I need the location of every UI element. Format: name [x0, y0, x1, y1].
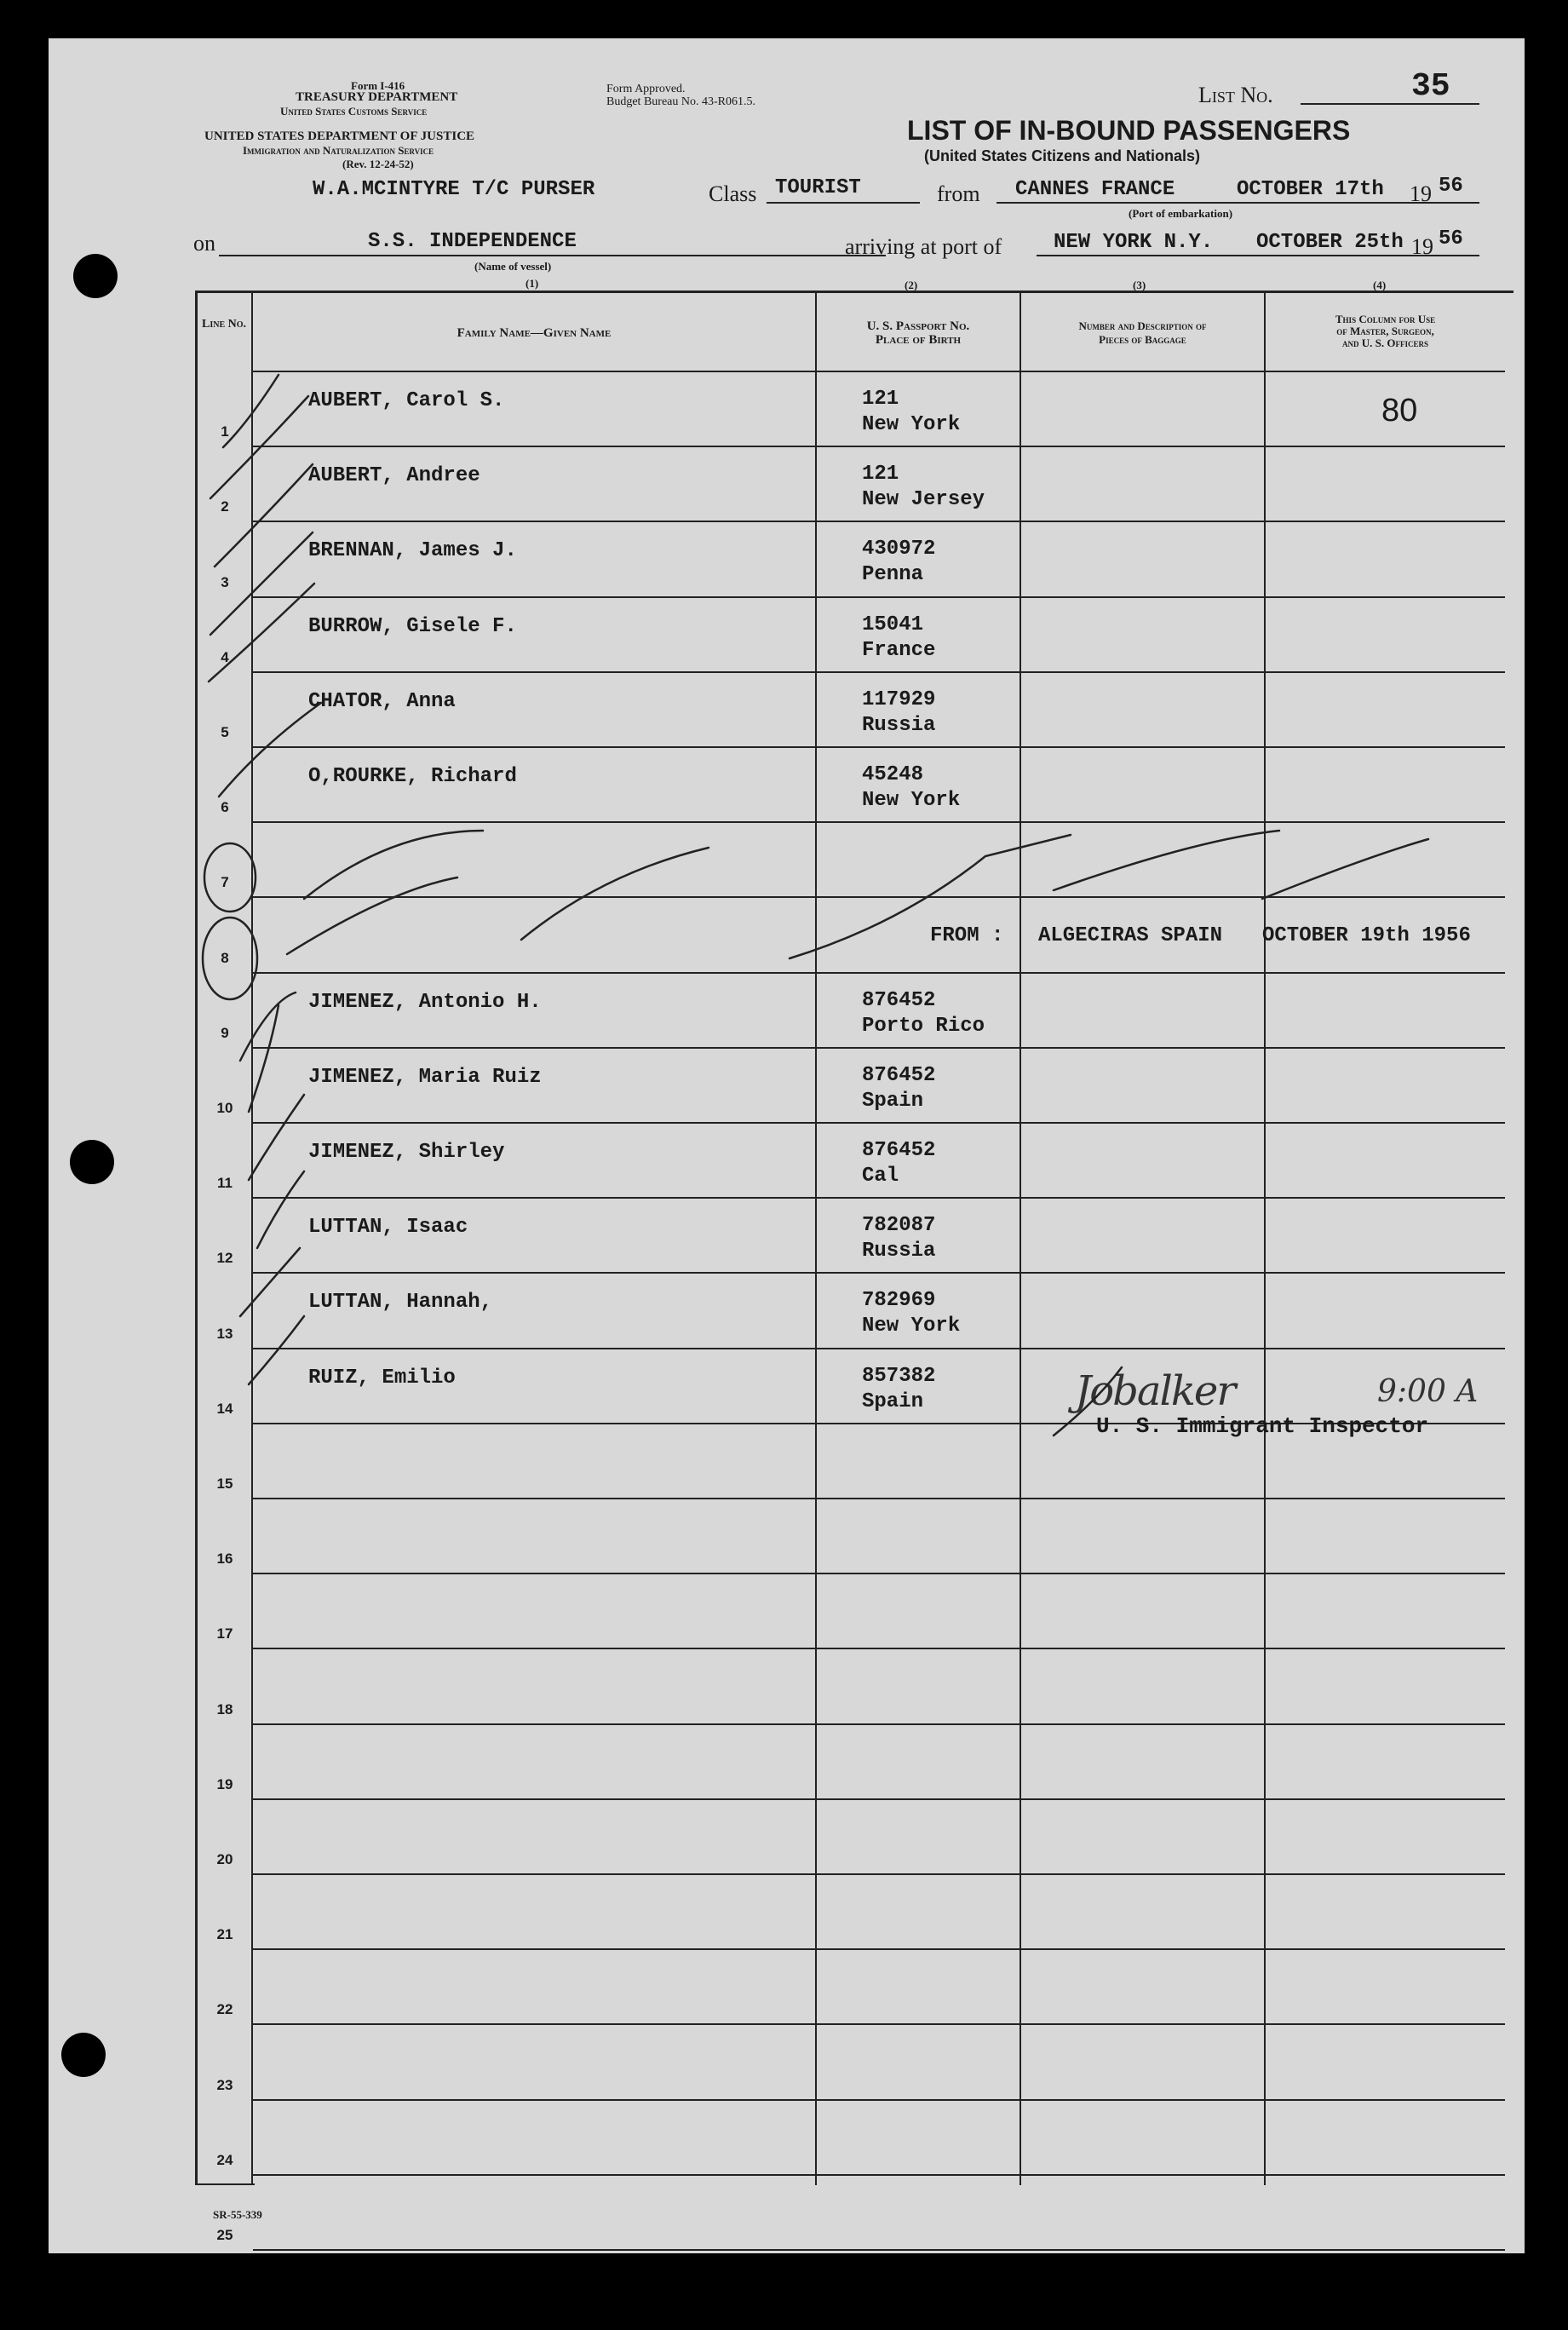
list-title: LIST OF IN-BOUND PASSENGERS — [907, 115, 1351, 146]
row-rule — [253, 972, 1505, 974]
col-baggage-divider — [1264, 291, 1266, 2185]
passenger-name: LUTTAN, Isaac — [308, 1216, 468, 1240]
passport-number: 15041 — [862, 613, 924, 636]
row-rule — [253, 896, 1505, 898]
row-rule — [253, 821, 1505, 823]
vessel-underline — [219, 255, 886, 256]
line-number: 7 — [221, 874, 229, 891]
line-number: 3 — [221, 573, 229, 590]
place-of-birth: Cal — [862, 1165, 899, 1188]
line-number: 18 — [216, 1700, 233, 1717]
line-number: 22 — [216, 2001, 233, 2018]
officer-note: 80 — [1381, 393, 1418, 429]
form-revision: (Rev. 12-24-52) — [342, 158, 414, 170]
row-rule — [253, 1047, 1505, 1049]
footer-code: SR-55-339 — [213, 2208, 262, 2221]
row-rule — [253, 521, 1505, 522]
place-of-birth: France — [862, 638, 936, 662]
naturalization-service: Immigration and Naturalization Service — [243, 144, 434, 157]
arriving-label: arriving at port of — [845, 234, 1002, 259]
line-number: 17 — [216, 1625, 233, 1643]
line-number: 13 — [216, 1325, 233, 1342]
class-label: Class — [709, 181, 757, 206]
place-of-birth: New York — [862, 413, 961, 436]
row-rule — [253, 2099, 1505, 2101]
purser-name: W.A.MCINTYRE T/C PURSER — [313, 178, 595, 201]
line-number: 14 — [216, 1400, 233, 1417]
row-rule — [253, 746, 1505, 748]
list-subtitle: (United States Citizens and Nationals) — [924, 147, 1201, 164]
form-approved: Form Approved. — [606, 83, 686, 95]
passenger-name: JIMENEZ, Antonio H. — [308, 990, 542, 1014]
row-rule — [253, 671, 1505, 673]
row-rule — [253, 1873, 1505, 1875]
passenger-name: AUBERT, Andree — [308, 464, 480, 488]
line-number: 4 — [221, 648, 229, 665]
row-rule — [253, 596, 1505, 598]
embark-date: OCTOBER 17th — [1237, 178, 1384, 201]
line-number: 25 — [216, 2227, 233, 2243]
header-line-no: Line No. — [202, 318, 247, 331]
from2-port: ALGECIRAS SPAIN — [1038, 924, 1223, 947]
passenger-name: BURROW, Gisele F. — [308, 614, 517, 638]
row-rule — [253, 2249, 1505, 2251]
col-num-3: (3) — [1133, 279, 1146, 291]
passenger-name: O,ROURKE, Richard — [308, 765, 517, 788]
header-passport-l2: Place of Birth — [875, 333, 962, 347]
header-officers-l1: This Column for Use — [1335, 313, 1436, 325]
line-number: 5 — [221, 724, 229, 740]
place-of-birth: Russia — [862, 713, 936, 737]
line-number: 9 — [221, 1024, 229, 1041]
passenger-name: RUIZ, Emilio — [308, 1366, 456, 1389]
line-number: 10 — [216, 1100, 233, 1116]
from-label: from — [937, 181, 980, 206]
line-number: 6 — [221, 799, 229, 816]
header-baggage-l2: Pieces of Baggage — [1099, 333, 1186, 346]
row-rule — [253, 446, 1505, 447]
table-left-border — [195, 291, 198, 2185]
place-of-birth: Spain — [862, 1089, 924, 1113]
header-officers-l3: and U. S. Officers — [1342, 337, 1428, 349]
line-number: 1 — [221, 423, 229, 440]
arrival-year-prefix: 19 — [1411, 234, 1433, 259]
on-label: on — [193, 231, 215, 256]
col-passport-divider — [1019, 291, 1021, 2185]
row-rule — [253, 1723, 1505, 1725]
passport-number: 876452 — [862, 988, 936, 1012]
header-passport-l1: U. S. Passport No. — [866, 319, 970, 333]
place-of-birth: New York — [862, 789, 961, 812]
vessel-name: S.S. INDEPENDENCE — [368, 230, 577, 253]
row-rule — [253, 1948, 1505, 1950]
passenger-name: AUBERT, Carol S. — [308, 389, 505, 412]
inspector-time: 9:00 A — [1377, 1374, 1479, 1409]
list-no-underline — [1301, 103, 1479, 105]
from2-date: OCTOBER 19th 1956 — [1262, 924, 1471, 947]
row-rule — [253, 1197, 1505, 1199]
passport-number: 121 — [862, 388, 899, 411]
line-number: 2 — [221, 498, 229, 515]
arrival-underline — [1037, 255, 1479, 256]
embark-year: 56 — [1439, 175, 1463, 198]
passport-number: 45248 — [862, 763, 924, 786]
passenger-name: JIMENEZ, Maria Ruiz — [308, 1065, 542, 1089]
col-num-4: (4) — [1373, 279, 1387, 291]
place-of-birth: Russia — [862, 1240, 936, 1263]
department-of-justice: UNITED STATES DEPARTMENT OF JUSTICE — [204, 129, 475, 143]
class-underline — [767, 202, 920, 204]
col-line-divider — [251, 291, 253, 2185]
arrival-date: OCTOBER 25th — [1256, 231, 1404, 254]
place-of-birth: Penna — [862, 563, 924, 587]
line-number: 21 — [216, 1926, 233, 1943]
form-number: Form I-416 — [351, 79, 405, 92]
passport-number: 857382 — [862, 1364, 936, 1388]
row-rule — [253, 1798, 1505, 1800]
from2-label: FROM : — [930, 924, 1004, 947]
binder-hole-bottom — [61, 2033, 106, 2077]
budget-bureau: Budget Bureau No. 43-R061.5. — [606, 95, 755, 108]
list-no-value: 35 — [1411, 68, 1450, 105]
class-value: TOURIST — [775, 176, 861, 199]
row-rule — [253, 1648, 1505, 1649]
row-rule — [253, 1573, 1505, 1574]
place-of-birth: Porto Rico — [862, 1014, 985, 1038]
line-number: 8 — [221, 949, 229, 966]
arrival-port: NEW YORK N.Y. — [1054, 231, 1214, 254]
embark-port: CANNES FRANCE — [1015, 178, 1175, 201]
col-num-2: (2) — [905, 279, 918, 291]
passport-number: 117929 — [862, 687, 936, 711]
embark-underline — [997, 202, 1479, 204]
col-name-divider — [815, 291, 817, 2185]
binder-hole-top — [73, 254, 118, 298]
passenger-name: LUTTAN, Hannah, — [308, 1291, 493, 1315]
header-name: Family Name—Given Name — [457, 326, 612, 340]
manifest-sheet — [49, 38, 1525, 2253]
row-rule — [253, 1122, 1505, 1124]
passenger-name: CHATOR, Anna — [308, 689, 456, 713]
place-of-birth: New Jersey — [862, 488, 985, 512]
header-officers-l2: of Master, Surgeon, — [1336, 325, 1434, 337]
binder-hole-middle — [70, 1140, 114, 1184]
header-bottom-rule — [253, 371, 1505, 372]
port-embarkation-caption: (Port of embarkation) — [1129, 207, 1233, 220]
line-number: 19 — [216, 1775, 233, 1792]
passport-number: 782969 — [862, 1289, 936, 1313]
col-num-1: (1) — [526, 277, 539, 290]
row-rule — [253, 1348, 1505, 1349]
row-rule — [253, 1498, 1505, 1499]
row-rule — [253, 2174, 1505, 2176]
passport-number: 121 — [862, 463, 899, 486]
passport-number: 876452 — [862, 1063, 936, 1087]
table-bottom-border — [195, 2183, 255, 2185]
passport-number: 430972 — [862, 538, 936, 561]
customs-service: United States Customs Service — [280, 105, 428, 118]
row-rule — [253, 2023, 1505, 2025]
row-rule — [253, 1272, 1505, 1274]
passport-number: 782087 — [862, 1214, 936, 1238]
place-of-birth: New York — [862, 1315, 961, 1338]
line-number: 16 — [216, 1550, 233, 1568]
header-baggage-l1: Number and Description of — [1078, 319, 1207, 332]
passport-number: 876452 — [862, 1139, 936, 1162]
line-number: 20 — [216, 1851, 233, 1867]
vessel-caption: (Name of vessel) — [474, 260, 552, 273]
list-no-label: List No. — [1198, 83, 1273, 107]
inspector-signature: Jobalker — [1075, 1367, 1235, 1415]
line-number: 11 — [217, 1175, 233, 1192]
table-top-border — [195, 291, 1513, 293]
passenger-name: BRENNAN, James J. — [308, 539, 517, 563]
line-number: 15 — [216, 1476, 233, 1492]
line-number: 23 — [216, 2076, 233, 2093]
line-number: 12 — [216, 1250, 233, 1267]
inspector-title: U. S. Immigrant Inspector — [1096, 1413, 1429, 1439]
place-of-birth: Spain — [862, 1389, 924, 1413]
treasury-department: TREASURY DEPARTMENT — [296, 90, 458, 104]
arrival-year: 56 — [1439, 227, 1463, 250]
passenger-name: JIMENEZ, Shirley — [308, 1141, 505, 1164]
line-number: 24 — [216, 2151, 233, 2168]
embark-year-prefix: 19 — [1410, 181, 1432, 206]
